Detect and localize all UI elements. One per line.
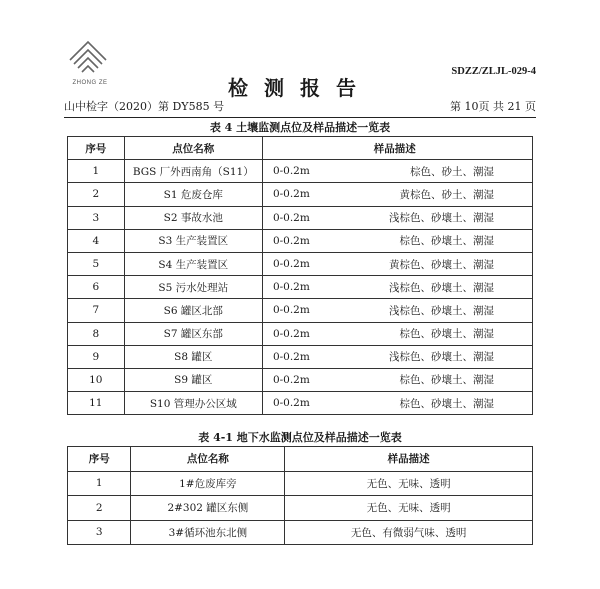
row-number: 3 (68, 206, 125, 229)
sample-description: 棕色、砂壤土、潮湿 (324, 229, 533, 252)
sample-description: 无色、有微弱气味、透明 (285, 520, 533, 545)
header-desc: 样品描述 (324, 137, 533, 160)
sample-depth: 0-0.2m (262, 368, 323, 391)
table-row (68, 471, 533, 496)
table2-caption: 表 4-1 地下水监测点位及样品描述一览表 (198, 431, 402, 444)
point-name: 2#302 罐区东侧 (131, 496, 285, 521)
table-row (68, 392, 533, 415)
table-row (68, 160, 533, 183)
row-number: 9 (68, 345, 125, 368)
sample-depth: 0-0.2m (262, 252, 323, 275)
table-row (68, 229, 533, 252)
point-name: S6 罐区北部 (124, 299, 262, 322)
point-name: S1 危废仓库 (124, 183, 262, 206)
sample-description: 无色、无味、透明 (285, 471, 533, 496)
table-row (68, 496, 533, 521)
sample-depth: 0-0.2m (262, 345, 323, 368)
row-number: 10 (68, 368, 125, 391)
point-name: BGS 厂外西南角（S11） (124, 160, 262, 183)
header-no: 序号 (68, 137, 125, 160)
row-number: 7 (68, 299, 125, 322)
row-number: 2 (68, 496, 131, 521)
sample-description: 无色、无味、透明 (285, 496, 533, 521)
point-name: S2 事故水池 (124, 206, 262, 229)
point-name: S3 生产装置区 (124, 229, 262, 252)
report-number: 山中检字（2020）第 DY585 号 (64, 100, 225, 113)
point-name: S5 污水处理站 (124, 276, 262, 299)
table-row (68, 299, 533, 322)
row-number: 6 (68, 276, 125, 299)
table-header-row (68, 447, 533, 472)
point-name: S8 罐区 (124, 345, 262, 368)
header-blank (262, 137, 323, 160)
sample-depth: 0-0.2m (262, 183, 323, 206)
header-no: 序号 (68, 447, 131, 472)
sample-depth: 0-0.2m (262, 299, 323, 322)
sample-depth: 0-0.2m (262, 206, 323, 229)
table-row (68, 206, 533, 229)
sample-description: 浅棕色、砂壤土、潮湿 (324, 299, 533, 322)
table-row (68, 276, 533, 299)
soil-sample-table (67, 136, 533, 415)
row-number: 8 (68, 322, 125, 345)
table-row (68, 322, 533, 345)
row-number: 4 (68, 229, 125, 252)
sample-depth: 0-0.2m (262, 160, 323, 183)
table-row (68, 368, 533, 391)
row-number: 1 (68, 471, 131, 496)
table-header-row (68, 137, 533, 160)
sample-description: 黄棕色、砂土、潮湿 (324, 183, 533, 206)
header-name: 点位名称 (124, 137, 262, 160)
point-name: 3#循环池东北侧 (131, 520, 285, 545)
groundwater-sample-table (67, 446, 533, 545)
report-meta-row (64, 98, 536, 118)
sample-description: 黄棕色、砂壤土、潮湿 (324, 252, 533, 275)
logo-text: ZHONG ZE (72, 80, 108, 86)
table1-caption: 表 4 土壤监测点位及样品描述一览表 (209, 121, 391, 134)
sample-description: 浅棕色、砂壤土、潮湿 (324, 276, 533, 299)
header-desc: 样品描述 (285, 447, 533, 472)
sample-description: 浅棕色、砂壤土、潮湿 (324, 206, 533, 229)
row-number: 1 (68, 160, 125, 183)
table-row (68, 183, 533, 206)
sample-depth: 0-0.2m (262, 276, 323, 299)
sample-description: 棕色、砂壤土、潮湿 (324, 368, 533, 391)
point-name: 1#危废库旁 (131, 471, 285, 496)
sample-description: 棕色、砂土、潮湿 (324, 160, 533, 183)
sample-depth: 0-0.2m (262, 322, 323, 345)
row-number: 3 (68, 520, 131, 545)
row-number: 5 (68, 252, 125, 275)
sample-description: 浅棕色、砂壤土、潮湿 (324, 345, 533, 368)
point-name: S9 罐区 (124, 368, 262, 391)
table-row (68, 520, 533, 545)
sample-description: 棕色、砂壤土、潮湿 (324, 322, 533, 345)
point-name: S4 生产装置区 (124, 252, 262, 275)
page-title: 检测报告 (228, 76, 372, 100)
sample-depth: 0-0.2m (262, 229, 323, 252)
sample-description: 棕色、砂壤土、潮湿 (324, 392, 533, 415)
table-row (68, 345, 533, 368)
row-number: 2 (68, 183, 125, 206)
point-name: S10 管理办公区域 (124, 392, 262, 415)
point-name: S7 罐区东部 (124, 322, 262, 345)
page-info: 第 10页 共 21 页 (450, 100, 536, 113)
table-row (68, 252, 533, 275)
sample-depth: 0-0.2m (262, 392, 323, 415)
header-name: 点位名称 (131, 447, 285, 472)
row-number: 11 (68, 392, 125, 415)
document-code: SDZZ/ZLJL-029-4 (451, 66, 536, 77)
